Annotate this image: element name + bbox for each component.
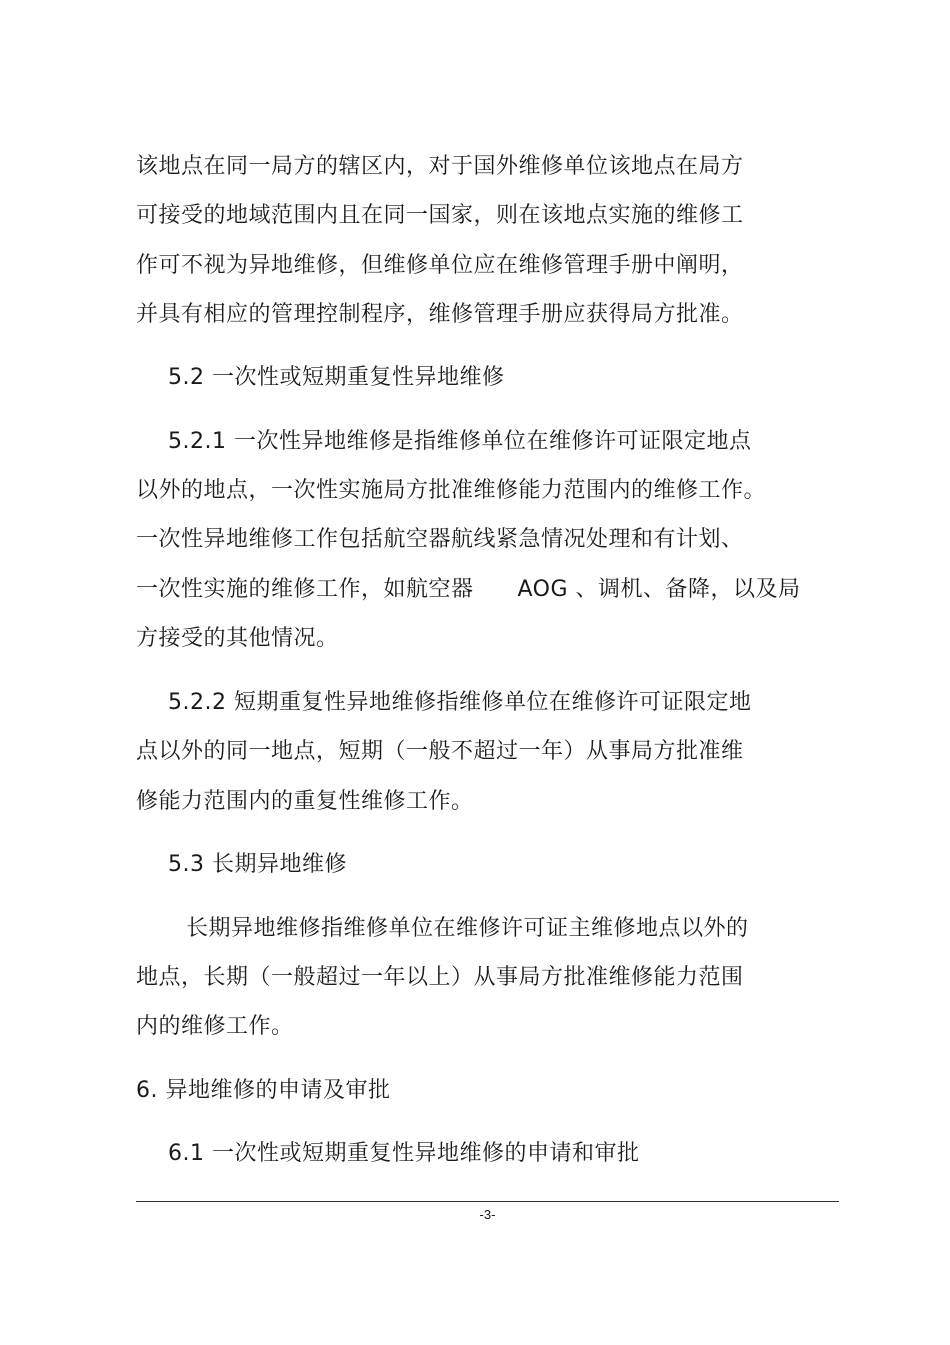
section-heading-5-2: 5.2 一次性或短期重复性异地维修: [168, 365, 505, 390]
paragraph-line: 方接受的其他情况。: [136, 626, 339, 651]
footer-divider: [136, 1201, 839, 1202]
paragraph-line: 内的维修工作。: [136, 1014, 294, 1039]
paragraph-line: 5.2.2 短期重复性异地维修指维修单位在维修许可证限定地: [168, 690, 752, 715]
paragraph-line: 以外的地点，一次性实施局方批准维修能力范围内的维修工作。: [136, 478, 767, 503]
section-heading-6: 6. 异地维修的申请及审批: [136, 1078, 391, 1103]
paragraph-line: 5.2.1 一次性异地维修是指维修单位在维修许可证限定地点: [168, 429, 752, 454]
line-segment: AOG 、调机、备降，以及局: [517, 577, 801, 602]
section-heading-5-3: 5.3 长期异地维修: [168, 852, 347, 877]
paragraph-line: 该地点在同一局方的辖区内，对于国外维修单位该地点在局方: [136, 154, 744, 179]
paragraph-line: 修能力范围内的重复性维修工作。: [136, 789, 474, 814]
paragraph-line: 可接受的地域范围内且在同一国家，则在该地点实施的维修工: [136, 203, 744, 228]
paragraph-line: 作可不视为异地维修，但维修单位应在维修管理手册中阐明，: [136, 253, 744, 278]
section-heading-6-1: 6.1 一次性或短期重复性异地维修的申请和审批: [168, 1141, 640, 1166]
paragraph-line: 一次性异地维修工作包括航空器航线紧急情况处理和有计划、: [136, 527, 744, 552]
paragraph-line: 长期异地维修指维修单位在维修许可证主维修地点以外的: [186, 916, 749, 941]
page-number: -3-: [479, 1207, 496, 1222]
paragraph-line: 地点，长期（一般超过一年以上）从事局方批准维修能力范围: [136, 965, 744, 990]
paragraph-line: [136, 575, 801, 605]
paragraph-line: 并具有相应的管理控制程序，维修管理手册应获得局方批准。: [136, 302, 744, 327]
paragraph-line: 点以外的同一地点，短期（一般不超过一年）从事局方批准维: [136, 739, 744, 764]
line-segment: 一次性实施的维修工作，如航空器: [136, 577, 474, 602]
